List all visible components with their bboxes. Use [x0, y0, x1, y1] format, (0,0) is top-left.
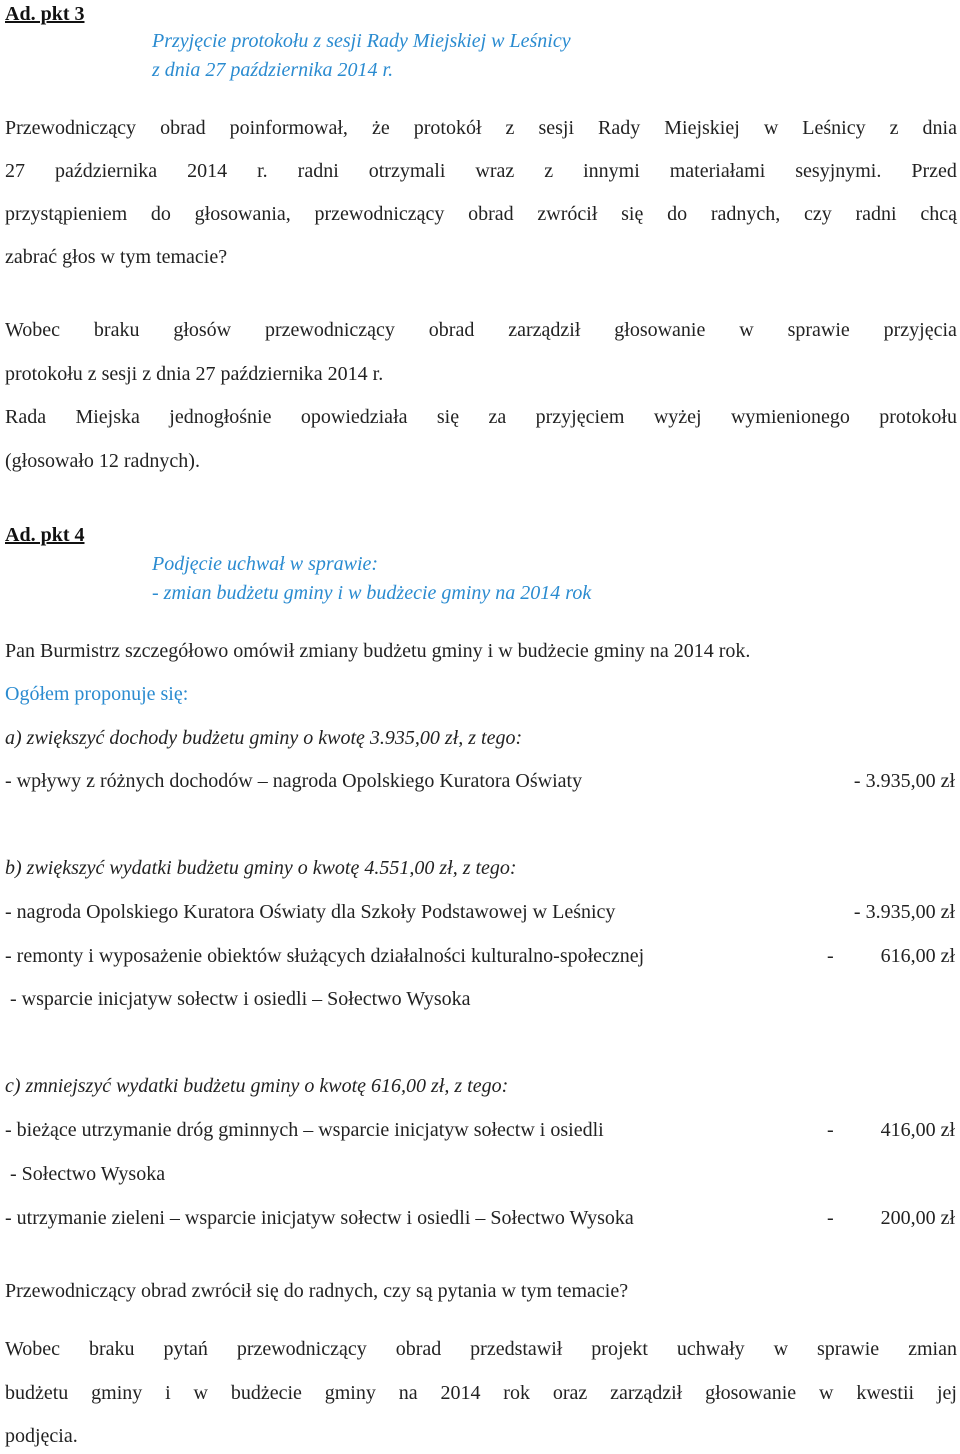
word: jej — [936, 1382, 957, 1404]
pkt4-a-title: a) zwiększyć dochody budżetu gminy o kwotę 3.935,00 zł, z tego: — [5, 727, 523, 749]
word: przystąpieniem — [5, 203, 128, 225]
word: 2014 — [187, 160, 228, 182]
pkt3-para3-last: (głosowało 12 radnych). — [5, 450, 200, 472]
item-text: - Sołectwo Wysoka — [5, 1163, 166, 1185]
word: sesyjnymi. — [795, 160, 882, 182]
word: zwrócił — [537, 203, 598, 225]
word: zarządził — [610, 1382, 683, 1404]
pkt3-subtitle-2: z dnia 27 października 2014 r. — [152, 59, 394, 81]
word: Przed — [911, 160, 957, 182]
word: budżecie — [230, 1382, 302, 1404]
pkt3-subtitle-1: Przyjęcie protokołu z sesji Rady Miejskiej w Leśnicy — [152, 30, 571, 52]
word: października — [54, 160, 158, 182]
pkt4-b-item-0 — [5, 900, 955, 924]
pkt4-c-item-0 — [5, 1118, 955, 1142]
word: kwestii — [856, 1382, 915, 1404]
word: chcą — [920, 203, 957, 225]
item-amount: 200,00 zł — [880, 1207, 955, 1229]
word: w — [763, 117, 779, 139]
word: protokołu — [879, 406, 957, 428]
section-heading-pkt3: Ad. pkt 3 — [5, 3, 85, 25]
item-text: - utrzymanie zieleni – wsparcie inicjatyw sołectw i osiedli – Sołectwo Wysoka — [5, 1207, 634, 1229]
word: zmian — [908, 1338, 957, 1360]
word: obrad — [160, 117, 206, 139]
word: przewodniczący — [236, 1338, 367, 1360]
word: gminy — [324, 1382, 376, 1404]
word: na — [398, 1382, 418, 1404]
word: Wobec — [5, 1338, 61, 1360]
section-heading-pkt4: Ad. pkt 4 — [5, 524, 85, 546]
item-dash: - — [827, 1119, 834, 1141]
item-amount: 616,00 zł — [880, 945, 955, 967]
word: Miejska — [75, 406, 140, 428]
item-text: - wpływy z różnych dochodów – nagroda Opolskiego Kuratora Oświaty — [5, 770, 583, 792]
pkt3-para2-last: protokołu z sesji z dnia 27 października 2014 r. — [5, 363, 384, 385]
word: opowiedziała — [300, 406, 408, 428]
word: r. — [257, 160, 268, 182]
word: rok — [503, 1382, 530, 1404]
word: sesji — [538, 117, 574, 139]
word: z — [544, 160, 554, 182]
word: do — [150, 203, 171, 225]
pkt3-para1-line1 — [5, 116, 957, 140]
pkt4-final-last: podjęcia. — [5, 1425, 78, 1447]
word: w — [773, 1338, 789, 1360]
word: radni — [297, 160, 339, 182]
word: się — [436, 406, 460, 428]
word: dnia — [922, 117, 957, 139]
word: i — [165, 1382, 171, 1404]
pkt4-b-item-1 — [5, 944, 955, 968]
pkt3-para1-line2 — [5, 159, 957, 183]
word: głosowania, — [194, 203, 291, 225]
word: oraz — [552, 1382, 588, 1404]
pkt4-ogolem: Ogółem proponuje się: — [5, 683, 189, 705]
word: braku — [88, 1338, 135, 1360]
word: przyjęcia — [883, 319, 957, 341]
word: Wobec — [5, 319, 61, 341]
word: głosowanie — [705, 1382, 797, 1404]
word: pytań — [163, 1338, 208, 1360]
pkt4-b-title: b) zwiększyć wydatki budżetu gminy o kwotę 4.551,00 zł, z tego: — [5, 857, 517, 879]
word: głosów — [173, 319, 232, 341]
word: przedstawił — [470, 1338, 563, 1360]
word: z — [889, 117, 899, 139]
word: przewodniczący — [265, 319, 395, 341]
pkt4-question: Przewodniczący obrad zwrócił się do radnych, czy są pytania w tym temacie? — [5, 1280, 629, 1302]
word: przewodniczący — [314, 203, 445, 225]
word: wraz — [475, 160, 515, 182]
word: w — [739, 319, 754, 341]
item-text: - remonty i wyposażenie obiektów służących działalności kulturalno-społecznej — [5, 945, 645, 967]
item-text: - nagroda Opolskiego Kuratora Oświaty dla Szkoły Podstawowej w Leśnicy — [5, 901, 616, 923]
word: protokół — [413, 117, 482, 139]
pkt3-para1-last: zabrać głos w tym temacie? — [5, 246, 228, 268]
item-dash: - — [827, 1207, 834, 1229]
word: radnych, — [710, 203, 781, 225]
word: gminy — [91, 1382, 143, 1404]
item-amount: - 3.935,00 zł — [853, 770, 955, 792]
word: jednogłośnie — [169, 406, 272, 428]
word: radni — [855, 203, 897, 225]
word: budżetu — [5, 1382, 69, 1404]
word: materiałami — [669, 160, 766, 182]
word: innymi — [583, 160, 640, 182]
word: się — [621, 203, 644, 225]
word: czy — [803, 203, 832, 225]
word: otrzymali — [368, 160, 446, 182]
pkt4-b-item-2 — [5, 987, 955, 1011]
word: przyjęciem — [535, 406, 625, 428]
word: Leśnicy — [802, 117, 866, 139]
pkt4-subtitle-1: Podjęcie uchwał w sprawie: — [152, 553, 379, 575]
word: wyżej — [653, 406, 702, 428]
item-text: - bieżące utrzymanie dróg gminnych – wsparcie inicjatyw sołectw i osiedli — [5, 1119, 604, 1141]
word: w — [193, 1382, 208, 1404]
pkt4-c-item-2 — [5, 1206, 955, 1230]
item-dash: - — [827, 945, 834, 967]
word: Przewodniczący — [5, 117, 137, 139]
word: Rada — [5, 406, 47, 428]
word: uchwały — [676, 1338, 745, 1360]
pkt3-para1-line3 — [5, 202, 957, 226]
item-amount: - 3.935,00 zł — [853, 901, 955, 923]
word: za — [488, 406, 507, 428]
pkt4-final-line2 — [5, 1381, 957, 1405]
item-text: - wsparcie inicjatyw sołectw i osiedli – Sołectwo Wysoka — [5, 988, 471, 1010]
word: obrad — [428, 319, 475, 341]
pkt4-final-line1 — [5, 1337, 957, 1361]
word: braku — [93, 319, 140, 341]
pkt4-intro: Pan Burmistrz szczegółowo omówił zmiany budżetu gminy i w budżecie gminy na 2014 rok. — [5, 640, 751, 662]
word: obrad — [468, 203, 514, 225]
word: projekt — [591, 1338, 648, 1360]
word: w — [819, 1382, 834, 1404]
word: obrad — [395, 1338, 442, 1360]
pkt3-para3-line1 — [5, 405, 957, 429]
word: Miejskiej — [664, 117, 740, 139]
item-amount: 416,00 zł — [880, 1119, 955, 1141]
pkt4-c-item-1 — [5, 1162, 955, 1186]
word: głosowanie — [614, 319, 706, 341]
word: z — [505, 117, 515, 139]
word: poinformował, — [229, 117, 348, 139]
pkt3-para2-line1 — [5, 318, 957, 342]
pkt4-subtitle-2: - zmian budżetu gminy i w budżecie gminy na 2014 rok — [152, 582, 592, 604]
word: wymienionego — [730, 406, 850, 428]
pkt4-a-item-0 — [5, 769, 955, 793]
word: 27 — [5, 160, 25, 182]
word: zarządził — [508, 319, 581, 341]
word: sprawie — [816, 1338, 880, 1360]
word: sprawie — [787, 319, 850, 341]
word: do — [667, 203, 688, 225]
pkt4-c-title: c) zmniejszyć wydatki budżetu gminy o kwotę 616,00 zł, z tego: — [5, 1075, 509, 1097]
word: Rady — [598, 117, 641, 139]
word: że — [371, 117, 390, 139]
word: 2014 — [440, 1382, 481, 1404]
